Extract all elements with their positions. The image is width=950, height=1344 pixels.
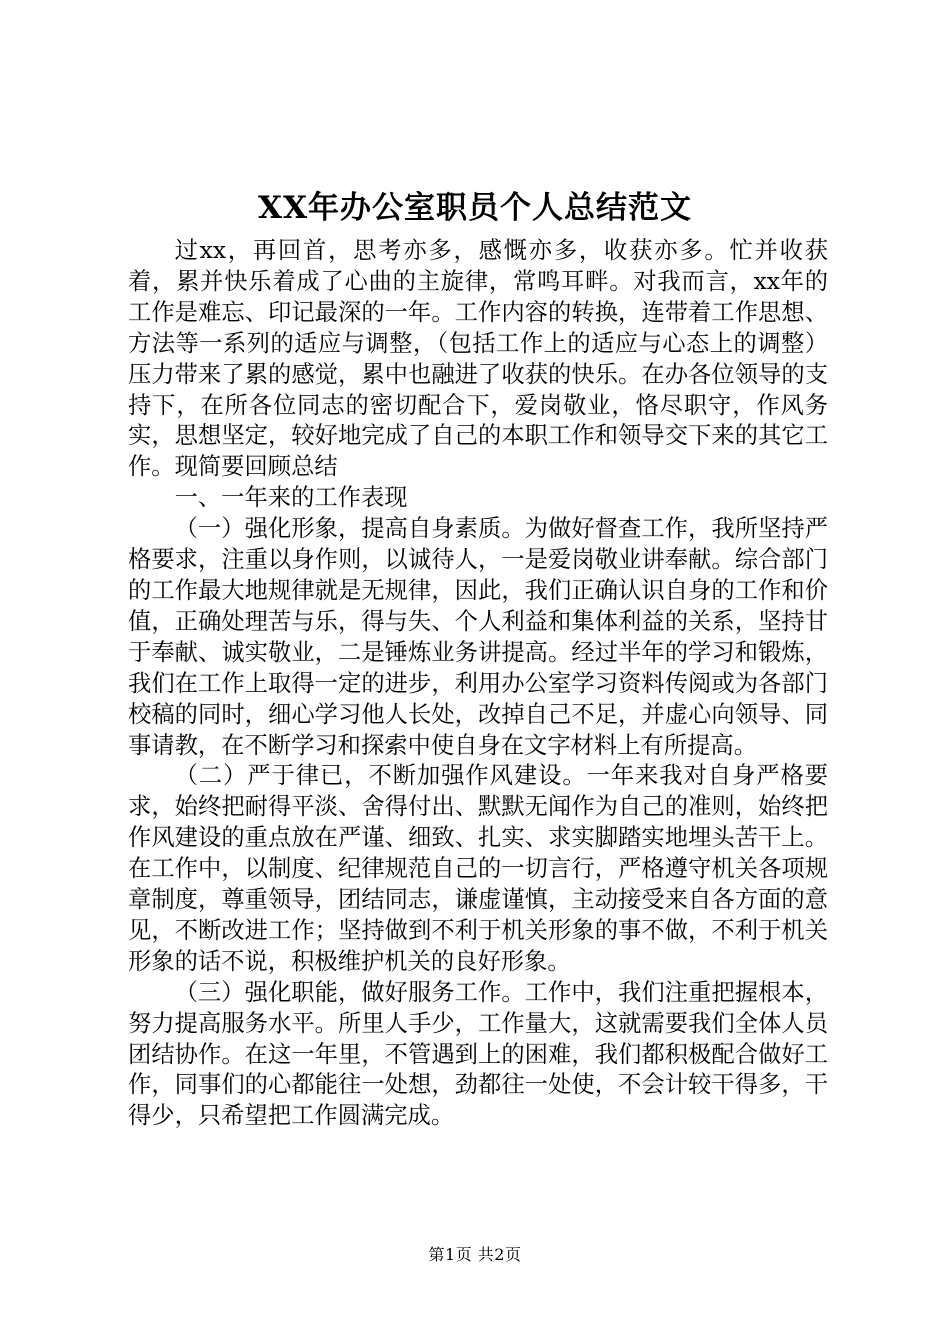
paragraph-item-2: （二）严于律已，不断加强作风建设。一年来我对自身严格要求，始终把耐得平淡、舍得付出、默默无闻作为自己的准则，始终把作风建设的重点放在严谨、细致、扎实、求实脚踏实地埋头苦干上。在工作中，以制度、纪律规范自己的一切言行，严格遵守机关各项规章制度，尊重领导，团结同志，谦虚谨慎，主动接受来自各方面的意见，不断改进工作；坚持做到不利于机关形象的事不做，不利于机关形象的话不说，积极维护机关的良好形象。 xyxy=(128,762,828,975)
section-heading: 一、一年来的工作表现 xyxy=(174,484,408,512)
document-title: XX年办公室职员个人总结范文 xyxy=(257,190,693,226)
intro-paragraph: 过xx，再回首，思考亦多，感慨亦多，收获亦多。忙并收获着，累并快乐着成了心曲的主旋律，常鸣耳畔。对我而言，xx年的工作是难忘、印记最深的一年。工作内容的转换，连带着工作思想、方法等一系列的适应与调整，（包括工作上的适应与心态上的调整）压力带来了累的感觉，累中也融进了收获的快乐。在办各位领导的支持下，在所各位同志的密切配合下，爱岗敬业，恪尽职守，作风务实，思想坚定，较好地完成了自己的本职工作和领导交下来的其它工作。现简要回顾总结 xyxy=(128,237,828,481)
document-body xyxy=(128,236,828,1132)
paragraph-item-3: （三）强化职能，做好服务工作。工作中，我们注重把握根本，努力提高服务水平。所里人手少，工作量大，这就需要我们全体人员团结协作。在这一年里，不管遇到上的困难，我们都积极配合做好工作，同事们的心都能往一处想，劲都往一处使，不会计较干得多，干得少，只希望把工作圆满完成。 xyxy=(128,978,828,1130)
paragraph-item-1: （一）强化形象，提高自身素质。为做好督查工作，我所坚持严格要求，注重以身作则，以诚待人，一是爱岗敬业讲奉献。综合部门的工作最大地规律就是无规律，因此，我们正确认识自身的工作和价值，正确处理苦与乐，得与失、个人利益和集体利益的关系，坚持甘于奉献、诚实敬业，二是锤炼业务讲提高。经过半年的学习和锻炼，我们在工作上取得一定的进步，利用办公室学习资料传阅或为各部门校稿的同时，细心学习他人长处，改掉自己不足，并虚心向领导、同事请教，在不断学习和探索中使自身在文字材料上有所提高。 xyxy=(128,515,828,759)
page-footer: 第1页 共2页 xyxy=(428,1245,522,1264)
